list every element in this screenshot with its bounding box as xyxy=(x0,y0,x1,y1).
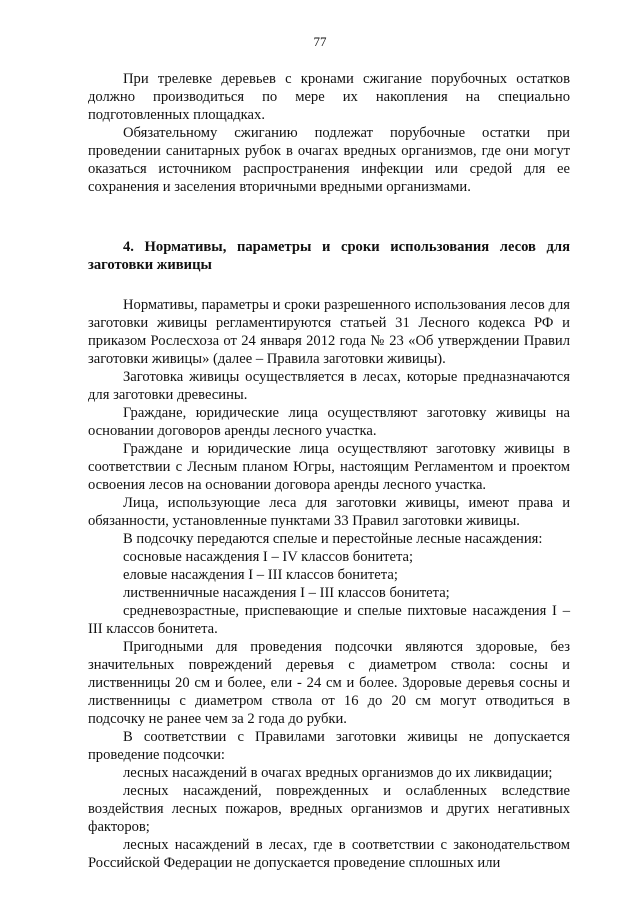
paragraph: Обязательному сжиганию подлежат порубочные остатки при проведении санитарных рубок в очагах вредных организмов, где они могут оказаться источником распространения инфекции или средой для ее сохранения и заселения вторичными вредными организмами. xyxy=(88,125,570,195)
paragraph: Нормативы, параметры и сроки разрешенного использования лесов для заготовки живицы регламентируются статьей 31 Лесного кодекса РФ и приказом Рослесхоза от 24 января 2012 года № 23 «Об утверждении Правил заготовки живицы» (далее – Правила заготовки живицы). xyxy=(88,297,570,367)
list-item: еловые насаждения I – III классов бонитета; xyxy=(123,567,398,583)
list-item: лиственничные насаждения I – III классов бонитета; xyxy=(123,585,450,601)
list-item: сосновые насаждения I – IV классов бонитета; xyxy=(123,549,414,565)
list-item: средневозрастные, приспевающие и спелые пихтовые насаждения I – III классов бонитета. xyxy=(88,603,570,637)
paragraph: Пригодными для проведения подсочки являются здоровые, без значительных повреждений деревья с диаметром ствола: сосны и лиственницы 20 см и более, ели - 24 см и более. Здоровые деревья сосны и лиственницы с диаметром ствола от 16 до 20 см могут отводиться в подсочку не ранее чем за 2 года до рубки. xyxy=(88,639,570,727)
list-item: лесных насаждений в очагах вредных организмов до их ликвидации; xyxy=(123,765,553,781)
paragraph: Заготовка живицы осуществляется в лесах, которые предназначаются для заготовки древесины. xyxy=(88,369,570,403)
paragraph: В соответствии с Правилами заготовки живицы не допускается проведение подсочки: xyxy=(88,729,570,763)
list-item: лесных насаждений, поврежденных и ослабленных вследствие воздействия лесных пожаров, вредных организмов и других негативных факторов; xyxy=(88,783,570,835)
page-number: 77 xyxy=(313,34,327,49)
paragraph: Лица, использующие леса для заготовки живицы, имеют права и обязанности, установленные пунктами 33 Правил заготовки живицы. xyxy=(88,495,570,529)
paragraph: Граждане, юридические лица осуществляют заготовку живицы на основании договоров аренды лесного участка. xyxy=(88,405,570,439)
list-item: лесных насаждений в лесах, где в соответствии с законодательством Российской Федерации не допускается проведение сплошных или xyxy=(88,837,570,871)
paragraph: При трелевке деревьев с кронами сжигание порубочных остатков должно производиться по мере их накопления на специально подготовленных площадках. xyxy=(88,71,570,123)
paragraph: Граждане и юридические лица осуществляют заготовку живицы в соответствии с Лесным планом Югры, настоящим Регламентом и проектом освоения лесов на основании договора аренды лесного участка. xyxy=(88,441,570,493)
paragraph: В подсочку передаются спелые и перестойные лесные насаждения: xyxy=(123,531,543,547)
document-body xyxy=(88,70,570,872)
section-heading: 4. Нормативы, параметры и сроки использования лесов для заготовки живицы xyxy=(88,239,570,273)
